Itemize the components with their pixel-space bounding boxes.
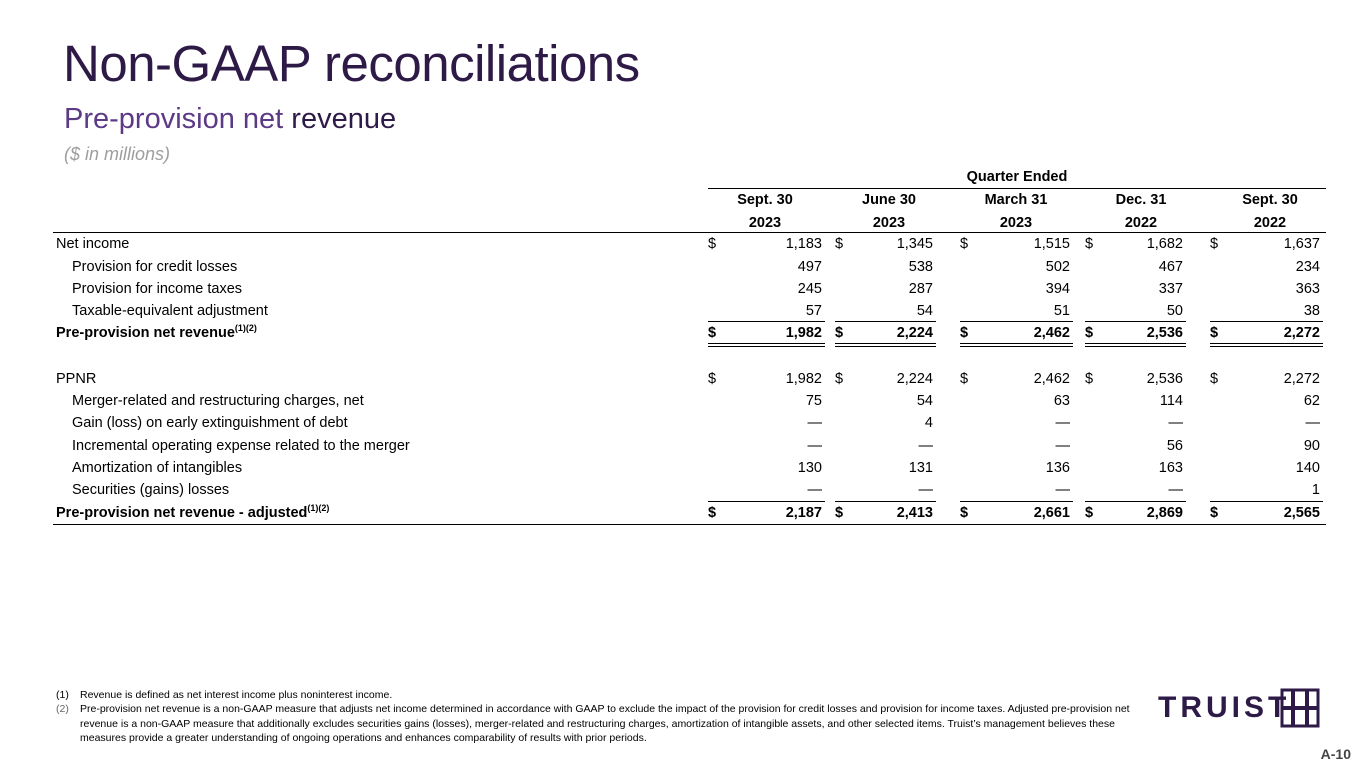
dollar-sign: $ [708, 236, 717, 252]
table-row [53, 256, 1326, 278]
row-label [72, 416, 348, 431]
subtitle-part-2: revenue [291, 103, 397, 135]
footnote-number: (2) [56, 703, 69, 716]
row-label-text: Provision for income taxes [72, 281, 243, 297]
subtotal-double-rule-1 [1085, 343, 1186, 344]
table-cell: 2,869 [1146, 505, 1183, 521]
table-row [53, 435, 1326, 457]
table-cell: 234 [1295, 259, 1320, 275]
subtotal-double-rule-1 [708, 343, 825, 344]
row-label [56, 503, 330, 521]
table-cell: 38 [1303, 303, 1320, 319]
row-label [72, 304, 268, 319]
table-cell: 497 [797, 259, 822, 275]
subtitle-part-1: Pre-provision net [64, 103, 284, 135]
table-cell: 75 [805, 393, 822, 409]
table-cell: 130 [797, 460, 822, 476]
column-header-2-line2: 2023 [872, 215, 906, 231]
table-cell: 50 [1166, 303, 1183, 319]
footnote [56, 688, 1146, 702]
dollar-sign: $ [960, 325, 969, 341]
dollar-sign: $ [835, 325, 844, 341]
dollar-sign: $ [1210, 236, 1219, 252]
table-cell: 62 [1303, 393, 1320, 409]
dollar-sign: $ [1085, 505, 1094, 521]
column-header-3-line2: 2023 [999, 215, 1033, 231]
column-header-1-line1: Sept. 30 [737, 192, 793, 208]
total-top-rule [960, 501, 1073, 502]
subtotal-double-rule-2 [1210, 346, 1323, 347]
table-row [53, 479, 1326, 501]
column-header-5-line2: 2022 [1253, 215, 1287, 231]
row-label-text: Pre-provision net revenue - adjusted [56, 505, 308, 521]
row-label-text: Taxable-equivalent adjustment [72, 303, 268, 319]
table-row [53, 300, 1326, 322]
table-cell: — [1055, 415, 1070, 431]
table-cell: — [1168, 415, 1183, 431]
dollar-sign: $ [835, 371, 844, 387]
group-header: Quarter Ended [966, 169, 1068, 185]
row-label [56, 323, 257, 341]
dollar-sign: $ [708, 505, 717, 521]
footnote-number: (1) [56, 689, 69, 701]
table-row [53, 322, 1326, 344]
table-cell: 1,982 [785, 325, 822, 341]
table-row [53, 502, 1326, 524]
table-cell: — [1055, 438, 1070, 454]
subtotal-top-rule [1085, 321, 1186, 322]
table-cell: 538 [908, 259, 933, 275]
total-top-rule [835, 501, 936, 502]
table-cell: 2,187 [785, 505, 822, 521]
row-label-text: Amortization of intangibles [72, 460, 243, 476]
page-subtitle [64, 105, 396, 134]
table-cell: 287 [908, 281, 933, 297]
dollar-sign: $ [708, 371, 717, 387]
row-label-text: Pre-provision net revenue [56, 325, 235, 341]
table-cell: 2,536 [1146, 371, 1183, 387]
table-cell: 2,224 [896, 371, 933, 387]
table-row [53, 368, 1326, 390]
column-header-2-line1: June 30 [862, 192, 916, 208]
row-label [72, 282, 242, 297]
dollar-sign: $ [835, 236, 844, 252]
table-cell: 63 [1053, 393, 1070, 409]
row-label [72, 461, 242, 476]
table-cell: 502 [1045, 259, 1070, 275]
row-label-text: Net income [56, 236, 130, 252]
subtotal-double-rule-2 [1085, 346, 1186, 347]
table-cell: 2,462 [1033, 371, 1070, 387]
row-label-text: PPNR [56, 371, 97, 387]
table-cell: 2,413 [896, 505, 933, 521]
row-label-text: Incremental operating expense related to the merger [72, 438, 410, 454]
row-label-text: Provision for credit losses [72, 259, 238, 275]
table-cell: — [918, 482, 933, 498]
table-cell: 54 [916, 393, 933, 409]
truist-logo [1158, 688, 1320, 728]
dollar-sign: $ [1085, 371, 1094, 387]
table-cell: — [1055, 482, 1070, 498]
logo-wordmark: TRUIST [1158, 691, 1291, 724]
table-cell: 1,345 [896, 236, 933, 252]
dollar-sign: $ [708, 325, 717, 341]
group-header-rule [708, 188, 1326, 189]
column-header-1-line2: 2023 [748, 215, 782, 231]
table-cell: 136 [1045, 460, 1070, 476]
row-label-text: Gain (loss) on early extinguishment of debt [72, 415, 348, 431]
subtotal-double-rule-1 [960, 343, 1073, 344]
table-cell: 363 [1295, 281, 1320, 297]
table-cell: 2,224 [896, 325, 933, 341]
units-note: ($ in millions) [64, 144, 171, 164]
table-row [53, 412, 1326, 434]
row-label [56, 237, 129, 252]
column-header-4-line1: Dec. 31 [1115, 192, 1167, 208]
table-row [53, 390, 1326, 412]
row-label [72, 260, 237, 275]
table-cell: — [1305, 415, 1320, 431]
table-cell: 54 [916, 303, 933, 319]
row-label [56, 372, 96, 387]
total-top-rule [708, 501, 825, 502]
dollar-sign: $ [1210, 325, 1219, 341]
table-cell: 2,565 [1283, 505, 1320, 521]
table-cell: 1,982 [785, 371, 822, 387]
total-bottom-rule [53, 524, 1326, 525]
table-cell: 90 [1303, 438, 1320, 454]
footnote-text: Pre-provision net revenue is a non-GAAP measure that adjusts net income determined in accordance with GAAP to exclude the impact of the provision for credit losses and provision for income taxes. Adjusted pre-provision net revenue is a non-GAAP measure that additionally excludes securities gains (losses), merger-related and restructuring charges, amortization of intangible assets, and other selected items. Truist’s management believes these measures provide a greater understanding of ongoing operations and enhances comparability of results with prior periods. [80, 703, 1130, 744]
table-row [53, 457, 1326, 479]
subtotal-double-rule-2 [960, 346, 1073, 347]
table-cell: 1,515 [1033, 236, 1070, 252]
subtotal-top-rule [1210, 321, 1323, 322]
page-title: Non-GAAP reconciliations [63, 35, 640, 92]
table-cell: 1,637 [1283, 236, 1320, 252]
column-header-4-line2: 2022 [1124, 215, 1158, 231]
truist-mark-icon [1280, 688, 1320, 728]
table-cell: 245 [797, 281, 822, 297]
table-cell: 114 [1159, 393, 1183, 409]
row-label [72, 439, 410, 454]
table-cell: 51 [1053, 303, 1070, 319]
column-header-5-line1: Sept. 30 [1242, 192, 1298, 208]
dollar-sign: $ [835, 505, 844, 521]
table-cell: 467 [1158, 259, 1183, 275]
subtotal-double-rule-1 [835, 343, 936, 344]
table-cell: 4 [924, 415, 933, 431]
row-label-text: Securities (gains) losses [72, 482, 230, 498]
table-cell: — [807, 438, 822, 454]
subtotal-top-rule [960, 321, 1073, 322]
dollar-sign: $ [1085, 236, 1094, 252]
dollar-sign: $ [960, 371, 969, 387]
subtotal-double-rule-1 [1210, 343, 1323, 344]
table-cell: 2,661 [1033, 505, 1070, 521]
table-cell: — [807, 415, 822, 431]
subtotal-double-rule-2 [708, 346, 825, 347]
row-label [72, 483, 229, 498]
table-row [53, 278, 1326, 300]
table-cell: 2,272 [1283, 325, 1320, 341]
dollar-sign: $ [1210, 505, 1219, 521]
footnote [56, 702, 1146, 745]
table-cell: — [807, 482, 822, 498]
row-label [72, 394, 364, 409]
footnotes [56, 688, 1146, 745]
footnote-ref: (1)(2) [234, 323, 257, 333]
total-top-rule [1210, 501, 1323, 502]
row-label-text: Merger-related and restructuring charges, net [72, 393, 364, 409]
table-cell: 1 [1311, 482, 1320, 498]
subtotal-double-rule-2 [835, 346, 936, 347]
table-cell: 394 [1045, 281, 1070, 297]
page-number: A-10 [1320, 746, 1351, 762]
dollar-sign: $ [1085, 325, 1094, 341]
dollar-sign: $ [960, 505, 969, 521]
dollar-sign: $ [1210, 371, 1219, 387]
table-cell: 1,183 [785, 236, 822, 252]
table-cell: 337 [1158, 281, 1183, 297]
subtotal-top-rule [835, 321, 936, 322]
table-cell: 2,536 [1146, 325, 1183, 341]
table-cell: 131 [908, 460, 933, 476]
table-cell: 57 [805, 303, 822, 319]
dollar-sign: $ [960, 236, 969, 252]
total-top-rule [1085, 501, 1186, 502]
table-cell: 140 [1295, 460, 1320, 476]
table-cell: 56 [1166, 438, 1183, 454]
table-cell: 1,682 [1146, 236, 1183, 252]
subtotal-top-rule [708, 321, 825, 322]
footnote-text: Revenue is defined as net interest income plus noninterest income. [80, 689, 393, 701]
table-cell: 2,462 [1033, 325, 1070, 341]
table-cell: 2,272 [1283, 371, 1320, 387]
column-header-3-line1: March 31 [984, 192, 1048, 208]
table-row [53, 233, 1326, 255]
table-cell: — [1168, 482, 1183, 498]
table-cell: 163 [1158, 460, 1183, 476]
footnote-ref: (1)(2) [307, 503, 330, 513]
table-cell: — [918, 438, 933, 454]
